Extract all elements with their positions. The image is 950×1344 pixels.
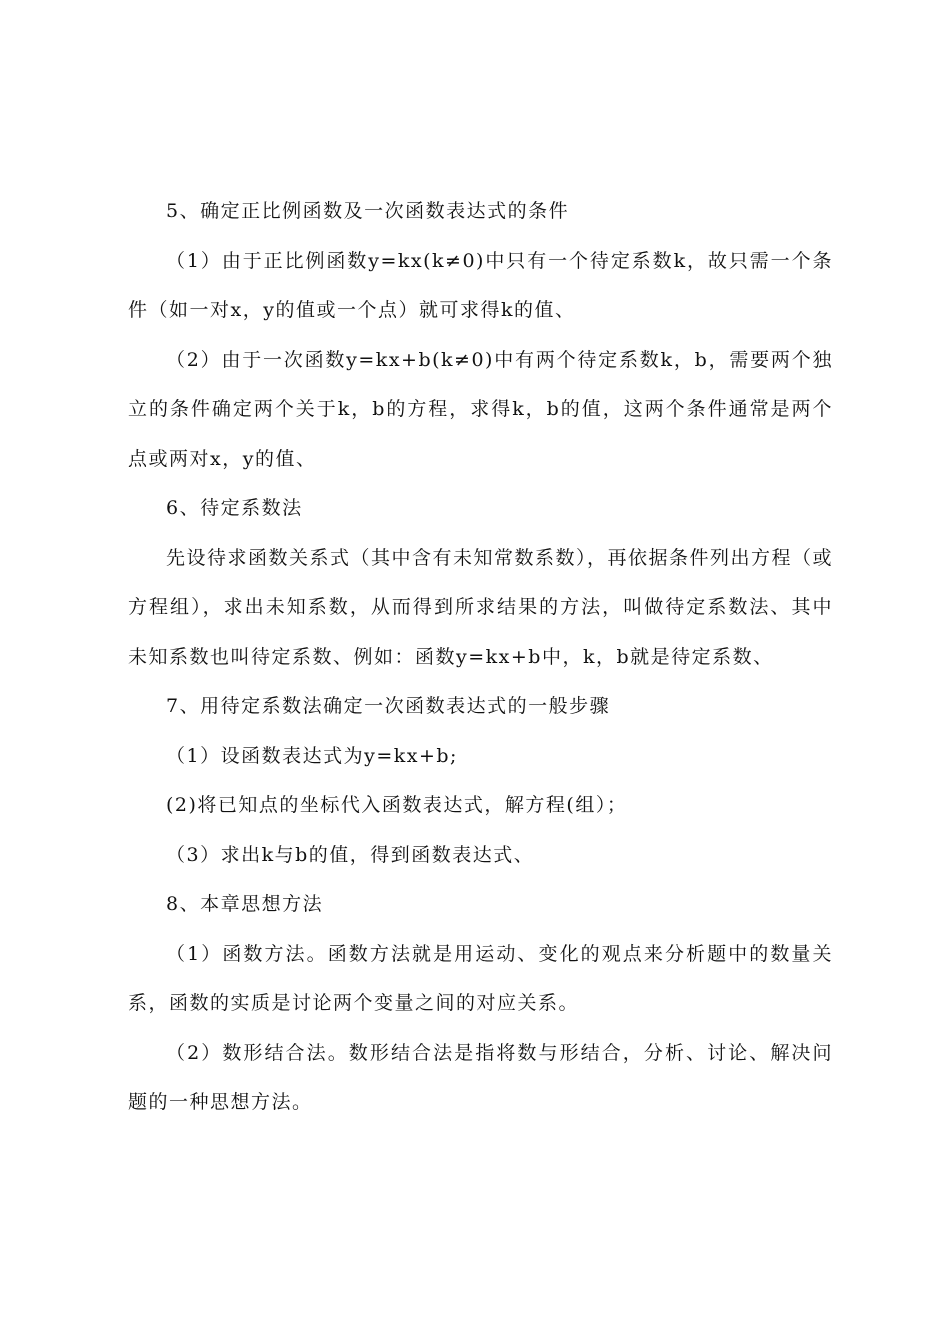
document-body	[128, 187, 833, 1128]
heading-7: 7、用待定系数法确定一次函数表达式的一般步骤	[166, 695, 611, 717]
step-2: (2)将已知点的坐标代入函数表达式，解方程(组）；	[166, 794, 628, 816]
step-1: （1）设函数表达式为y=kx+b;	[166, 744, 458, 767]
heading-8: 8、本章思想方法	[166, 893, 324, 915]
heading-5: 5、确定正比例函数及一次函数表达式的条件	[166, 200, 570, 222]
paragraph-5-2: （2）由于一次函数y=kx+b(k≠0)中有两个待定系数k，b，需要两个独立的条件确定两个关于k，b的方程，求得k，b的值，这两个条件通常是两个点或两对x，y的值、	[128, 348, 833, 470]
paragraph-8-2: （2）数形结合法。数形结合法是指将数与形结合，分析、讨论、解决问题的一种思想方法。	[128, 1041, 833, 1113]
paragraph-6: 先设待求函数关系式（其中含有未知常数系数），再依据条件列出方程（或方程组），求出未知系数，从而得到所求结果的方法，叫做待定系数法、其中未知系数也叫待定系数、例如：函数y=kx+b中，k，b就是待定系数、	[128, 546, 834, 668]
heading-6: 6、待定系数法	[166, 497, 303, 519]
step-3: （3）求出k与b的值，得到函数表达式、	[166, 843, 535, 866]
paragraph-5-1: （1）由于正比例函数y=kx(k≠0)中只有一个待定系数k，故只需一个条件（如一对x，y的值或一个点）就可求得k的值、	[128, 249, 833, 321]
paragraph-8-1: （1）函数方法。函数方法就是用运动、变化的观点来分析题中的数量关系，函数的实质是讨论两个变量之间的对应关系。	[128, 942, 833, 1014]
